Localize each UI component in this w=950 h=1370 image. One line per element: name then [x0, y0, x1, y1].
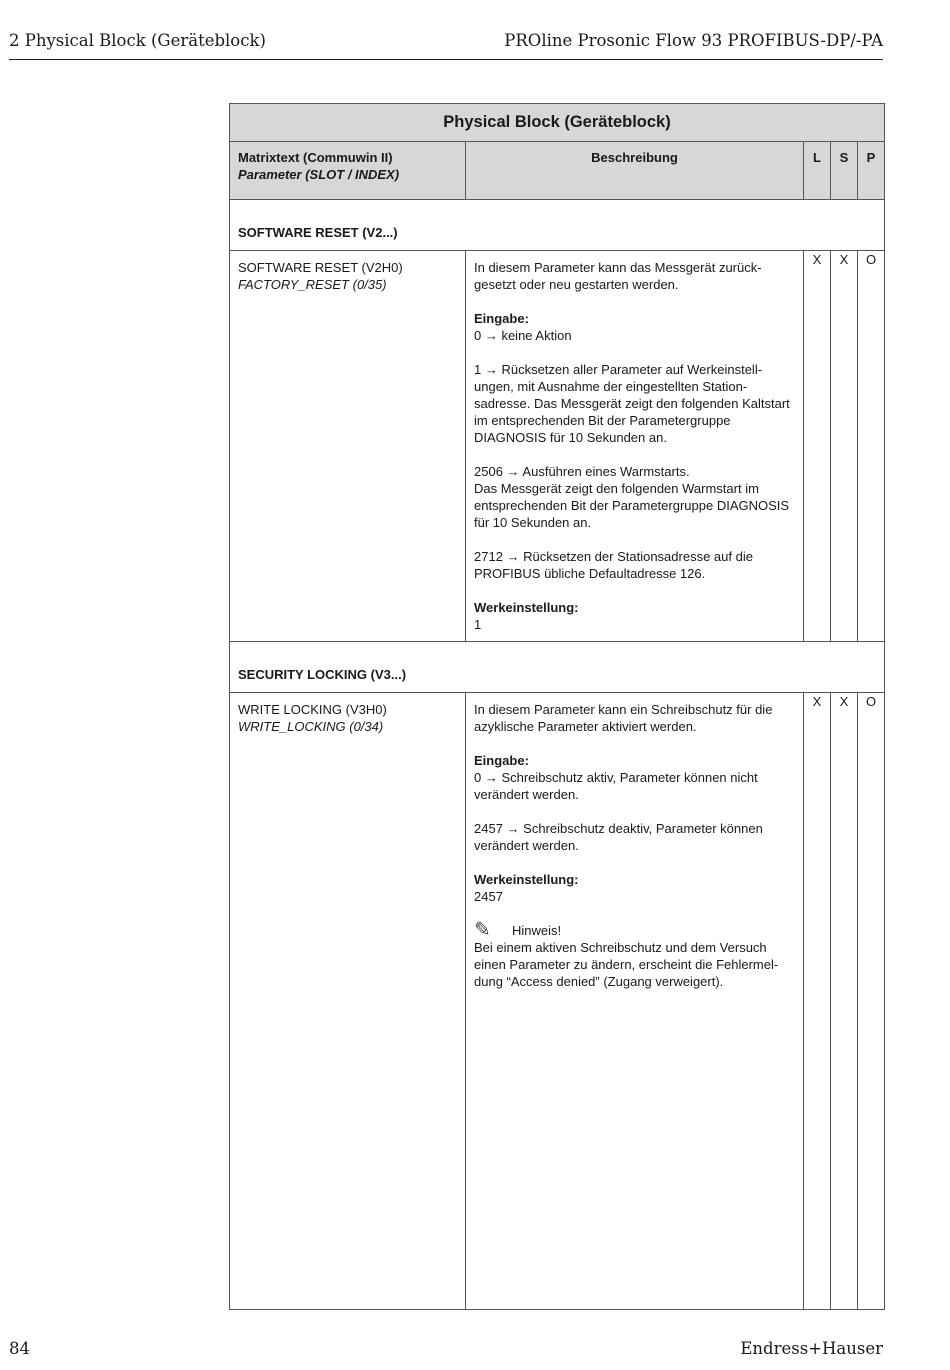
pencil-icon: ✎ [474, 919, 491, 941]
input-option: 2457 → Schreibschutz deaktiv, Parameter können verändert werden. [474, 821, 763, 853]
description-intro: In diesem Parameter kann das Messgerät zurückgesetzt oder neu gestarten werden. [474, 260, 762, 292]
table-title: Physical Block (Geräteblock) [230, 104, 885, 142]
input-option: 0 → Schreibschutz aktiv, Parameter können nicht verändert werden. [474, 770, 758, 802]
note-text: Bei einem aktiven Schreibschutz und dem Versuch einen Parameter zu ändern, erscheint die Fehlermeldung “Access denied” (Zugang verweigert). [474, 940, 779, 989]
description-cell [466, 251, 804, 642]
column-header-p: P [858, 142, 885, 200]
flag-p: O [858, 251, 885, 642]
flag-l: X [804, 693, 831, 1310]
parameter-cell [230, 251, 466, 642]
parameter-name: WRITE LOCKING (V3H0) [238, 702, 387, 717]
page-number: 84 [9, 1339, 30, 1358]
column-header-l: L [804, 142, 831, 200]
input-option: 1 → Rücksetzen aller Parameter auf Werkeinstellungen, mit Ausnahme der eingestellten Stationsadresse. Das Messgerät zeigt den folgenden Kaltstart im entsprechenden Bit der Parametergruppe DIAGNOSIS für 10 Sekunden an. [474, 362, 790, 445]
note-block [474, 919, 797, 990]
parameter-name: SOFTWARE RESET (V2H0) [238, 260, 403, 275]
input-label: Eingabe: [474, 753, 529, 768]
flag-s: X [831, 251, 858, 642]
column-header-matrix-text: Matrixtext (Commuwin II) [238, 150, 393, 165]
flag-p: O [858, 693, 885, 1310]
section-heading-security-locking: SECURITY LOCKING (V3...) [230, 642, 885, 693]
section-heading-software-reset: SOFTWARE RESET (V2...) [230, 200, 885, 251]
parameter-id: WRITE_LOCKING (0/34) [238, 719, 384, 734]
column-header-s: S [831, 142, 858, 200]
note-title: Hinweis! [512, 923, 562, 938]
parameter-cell [230, 693, 466, 1310]
default-label: Werkeinstellung: [474, 600, 579, 615]
brand-name: Endress+Hauser [740, 1339, 883, 1358]
flag-s: X [831, 693, 858, 1310]
input-option: 2506 → Ausführen eines Warmstarts. [474, 464, 690, 479]
default-label: Werkeinstellung: [474, 872, 579, 887]
physical-block-table [229, 103, 885, 1310]
parameter-id: FACTORY_RESET (0/35) [238, 277, 387, 292]
input-option: 2712 → Rücksetzen der Stationsadresse auf die PROFIBUS übliche Defaultadresse 126. [474, 549, 753, 581]
column-header-description: Beschreibung [466, 142, 804, 200]
table-row [230, 693, 885, 1310]
description-cell [466, 693, 804, 1310]
page-header-product: PROline Prosonic Flow 93 PROFIBUS-DP/-PA [504, 31, 883, 50]
description-intro: In diesem Parameter kann ein Schreibschutz für die azyklische Parameter aktiviert werden. [474, 702, 773, 734]
table-row [230, 251, 885, 642]
default-value: 2457 [474, 889, 503, 904]
input-label: Eingabe: [474, 311, 529, 326]
column-header-parameter: Parameter (SLOT / INDEX) [238, 167, 400, 182]
default-value: 1 [474, 617, 482, 632]
page-header-chapter: 2 Physical Block (Geräteblock) [9, 31, 266, 50]
column-header-matrix [230, 142, 466, 200]
input-option-detail: Das Messgerät zeigt den folgenden Warmstart im entsprechenden Bit der Parametergruppe DIAGNOSIS für 10 Sekunden an. [474, 481, 790, 530]
header-divider [9, 59, 883, 60]
input-option: 0 → keine Aktion [474, 328, 572, 343]
flag-l: X [804, 251, 831, 642]
